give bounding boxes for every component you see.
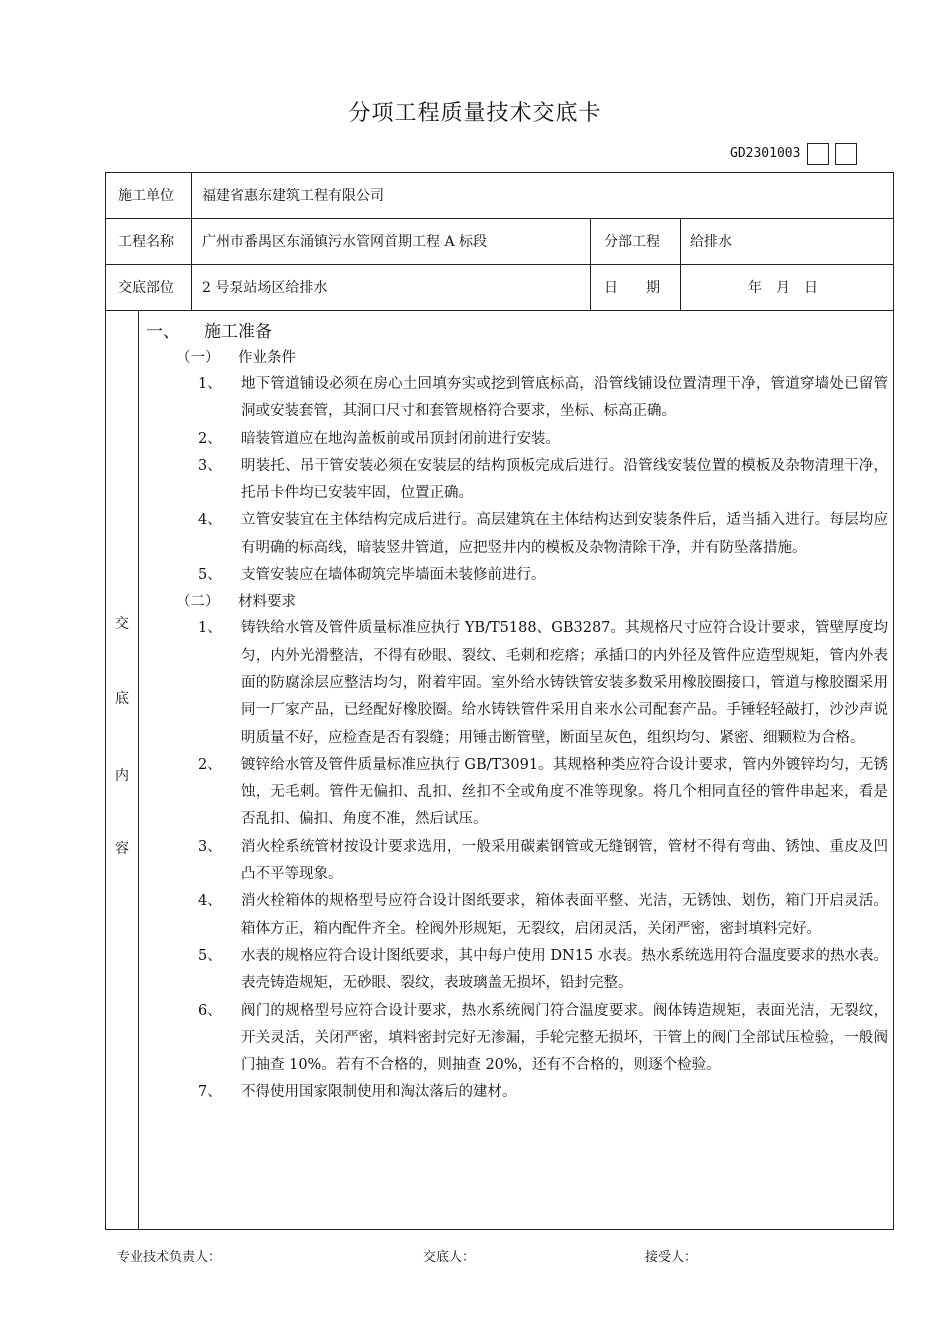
item-number: 3、 bbox=[198, 457, 222, 474]
item-number: 2、 bbox=[198, 756, 222, 773]
part-label: 交底部位 bbox=[118, 280, 174, 296]
col-divider bbox=[590, 218, 591, 310]
item-number: 7、 bbox=[198, 1084, 222, 1101]
item-text: 铸铁给水管及管件质量标准应执行 YB/T5188、GB3287。其规格尺寸应符合设计要求，管壁厚度均匀，内外光滑整洁，不得有砂眼、裂纹、毛刺和疙瘩；承插口的内外径及管件应造型规矩，管内外表面的防腐涂层应整洁均匀，附着牢固。室外给水铸铁管安装多数采用橡胶圈接口，管道与橡胶圈采用同一厂家产品，已经配好橡胶圈。给水铸铁管件采用自来水公司配套产品。手锤轻轻敲打，沙沙声说明质量不好，应检查是否有裂缝；用锤击断管壁，断面呈灰色，组织均匀、紧密、细颗粒为合格。 bbox=[241, 620, 888, 746]
list-item bbox=[146, 507, 888, 562]
item-text: 暗装管道应在地沟盖板前或吊顶封闭前进行安装。 bbox=[241, 430, 560, 447]
col-divider bbox=[191, 173, 192, 310]
item-number: 6、 bbox=[198, 1002, 222, 1019]
col-divider bbox=[138, 310, 139, 1230]
subsection-number: （二） bbox=[176, 594, 220, 611]
list-item bbox=[146, 453, 888, 508]
list-item bbox=[146, 943, 888, 998]
subsection-title: 材料要求 bbox=[238, 594, 296, 611]
list-item bbox=[146, 752, 888, 834]
unit-label: 施工单位 bbox=[118, 188, 174, 204]
document-title: 分项工程质量技术交底卡 bbox=[348, 101, 602, 126]
section-title: 施工准备 bbox=[204, 322, 272, 342]
subsection-heading bbox=[146, 345, 888, 371]
subsection-number: （一） bbox=[176, 350, 220, 366]
side-label-char: 内 bbox=[115, 768, 129, 784]
receiver-signature: 接受人： bbox=[645, 1250, 698, 1265]
list-item bbox=[146, 888, 888, 943]
list-item bbox=[146, 426, 888, 453]
document-code: GD2301003 bbox=[730, 146, 801, 161]
row-divider bbox=[106, 264, 893, 265]
unit-value: 福建省惠东建筑工程有限公司 bbox=[202, 188, 384, 204]
item-text: 支管安装应在墙体砌筑完毕墙面未装修前进行。 bbox=[241, 567, 546, 584]
row-divider bbox=[106, 310, 893, 311]
part-value: 2 号泵站场区给排水 bbox=[202, 280, 328, 296]
item-text: 镀锌给水管及管件质量标准应执行 GB/T3091。其规格种类应符合设计要求，管内外镀锌均匀，无锈蚀，无毛刺。管件无偏扣、乱扣、丝扣不全或角度不准等现象。将几个相同直径的管件串起来，看是否乱扣、偏扣、角度不准，然后试压。 bbox=[241, 756, 888, 828]
item-text: 不得使用国家限制使用和淘汰落后的建材。 bbox=[241, 1084, 517, 1101]
item-text: 明装托、吊干管安装必须在安装层的结构顶板完成后进行。沿管线安装位置的模板及杂物清理干净，托吊卡件均已安装牢固，位置正确。 bbox=[241, 457, 888, 502]
item-number: 3、 bbox=[198, 838, 222, 855]
item-number: 4、 bbox=[198, 512, 222, 529]
sub-project-value: 给排水 bbox=[690, 234, 732, 250]
project-label: 工程名称 bbox=[118, 234, 174, 250]
giver-signature: 交底人： bbox=[423, 1250, 476, 1265]
subsection-title: 作业条件 bbox=[238, 350, 296, 366]
date-value: 年 月 日 bbox=[748, 280, 818, 296]
item-number: 1、 bbox=[198, 620, 222, 637]
item-text: 水表的规格应符合设计图纸要求，其中每户使用 DN15 水表。热水系统选用符合温度要求的热水表。表壳铸造规矩，无砂眼、裂纹，表玻璃盖无损坏，铅封完整。 bbox=[241, 947, 888, 992]
item-number: 1、 bbox=[198, 376, 222, 392]
date-label: 日 期 bbox=[604, 280, 660, 296]
item-text: 消火栓系统管材按设计要求选用，一般采用碳素钢管或无缝钢管，管材不得有弯曲、锈蚀、重皮及凹凸不平等现象。 bbox=[241, 838, 888, 883]
section-number: 一、 bbox=[146, 322, 180, 342]
list-item bbox=[146, 371, 888, 426]
disclosure-table bbox=[105, 172, 894, 1230]
item-number: 5、 bbox=[198, 567, 222, 584]
section-heading bbox=[146, 319, 888, 345]
item-number: 4、 bbox=[198, 893, 222, 910]
side-label-char: 交 bbox=[115, 616, 129, 632]
tech-lead-signature: 专业技术负责人： bbox=[117, 1250, 222, 1265]
list-item bbox=[146, 615, 888, 751]
list-item bbox=[146, 834, 888, 889]
sub-project-label: 分部工程 bbox=[604, 234, 660, 250]
item-text: 消火栓箱体的规格型号应符合设计图纸要求，箱体表面平整、光洁，无锈蚀、划伤，箱门开启灵活。箱体方正，箱内配件齐全。栓阀外形规矩，无裂纹，启闭灵活，关闭严密，密封填料完好。 bbox=[241, 893, 888, 937]
item-number: 5、 bbox=[198, 947, 222, 964]
col-divider bbox=[680, 218, 681, 310]
item-number: 2、 bbox=[198, 430, 222, 447]
row-divider bbox=[106, 218, 893, 219]
side-label-char: 容 bbox=[115, 841, 129, 857]
code-checkbox-2[interactable] bbox=[835, 143, 857, 165]
list-item bbox=[146, 562, 888, 589]
item-text: 地下管道铺设必须在房心土回填夯实或挖到管底标高，沿管线铺设位置清理干净，管道穿墙处已留管洞或安装套管，其洞口尺寸和套管规格符合要求，坐标、标高正确。 bbox=[241, 376, 888, 420]
item-text: 立管安装宜在主体结构完成后进行。高层建筑在主体结构达到安装条件后，适当插入进行。每层均应有明确的标高线，暗装竖井管道，应把竖井内的模板及杂物清除干净，并有防坠落措施。 bbox=[241, 512, 888, 556]
subsection-heading bbox=[146, 589, 888, 615]
project-value: 广州市番禺区东涌镇污水管网首期工程 A 标段 bbox=[202, 234, 488, 250]
item-text: 阀门的规格型号应符合设计要求，热水系统阀门符合温度要求。阀体铸造规矩，表面光洁，无裂纹，开关灵活，关闭严密，填料密封完好无渗漏，手轮完整无损坏，干管上的阀门全部试压检验，一般阀门抽查 10%。若有不合格的，则抽查 20%，还有不合格的，则逐个检验。 bbox=[241, 1002, 888, 1074]
side-label-char: 底 bbox=[115, 691, 129, 707]
list-item bbox=[146, 998, 888, 1080]
code-checkbox-1[interactable] bbox=[807, 143, 829, 165]
list-item bbox=[146, 1079, 888, 1106]
disclosure-content bbox=[146, 319, 888, 1107]
